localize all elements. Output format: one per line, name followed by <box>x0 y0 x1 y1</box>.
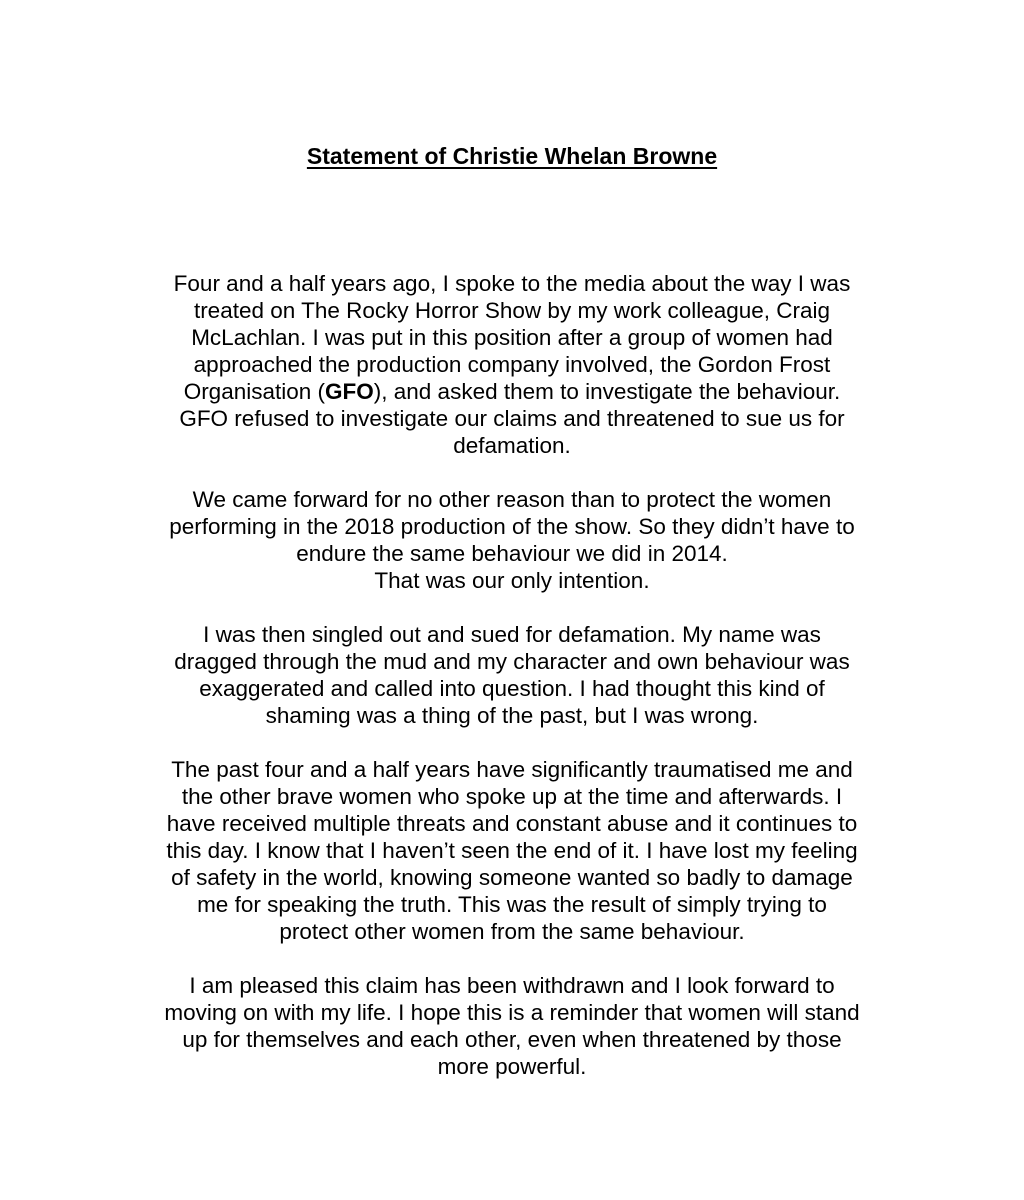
text-line: endure the same behaviour we did in 2014. <box>296 541 728 566</box>
text-line: performing in the 2018 production of the show. So they didn’t have to <box>169 514 855 539</box>
text-line: dragged through the mud and my character and own behaviour was <box>174 649 850 674</box>
paragraph-5 <box>112 972 912 1080</box>
text-line: up for themselves and each other, even when threatened by those <box>182 1027 842 1052</box>
text-line: treated on The Rocky Horror Show by my work colleague, Craig <box>193 298 831 323</box>
text-line: more powerful. <box>437 1054 587 1079</box>
gfo-abbreviation: GFO <box>325 379 374 404</box>
text-line: exaggerated and called into question. I had thought this kind of <box>199 676 825 701</box>
paragraph-3 <box>112 621 912 729</box>
text-line: protect other women from the same behaviour. <box>279 919 745 944</box>
text-line: moving on with my life. I hope this is a reminder that women will stand <box>164 1000 860 1025</box>
text-line: defamation. <box>453 433 571 458</box>
paragraph-1 <box>112 270 912 459</box>
paragraph-4 <box>112 756 912 945</box>
text-line: GFO refused to investigate our claims and threatened to sue us for <box>179 406 845 431</box>
text-line: shaming was a thing of the past, but I was wrong. <box>265 703 759 728</box>
text-line: the other brave women who spoke up at the time and afterwards. I <box>181 784 843 809</box>
text-line: We came forward for no other reason than to protect the women <box>192 487 832 512</box>
text-line-gfo <box>112 378 912 405</box>
text-line: me for speaking the truth. This was the result of simply trying to <box>197 892 827 917</box>
text-line: I was then singled out and sued for defamation. My name was <box>203 622 821 647</box>
text-line: this day. I know that I haven’t seen the end of it. I have lost my feeling <box>166 838 858 863</box>
text-line: I am pleased this claim has been withdrawn and I look forward to <box>189 973 835 998</box>
text-fragment: Organisation ( <box>183 379 326 404</box>
text-line: Four and a half years ago, I spoke to the media about the way I was <box>173 271 851 296</box>
text-line: of safety in the world, knowing someone wanted so badly to damage <box>171 865 853 890</box>
text-line: That was our only intention. <box>374 568 650 593</box>
text-line: have received multiple threats and constant abuse and it continues to <box>166 811 858 836</box>
paragraph-2 <box>112 486 912 594</box>
text-line: McLachlan. I was put in this position after a group of women had <box>191 325 833 350</box>
text-line: approached the production company involved, the Gordon Frost <box>193 352 831 377</box>
statement-title: Statement of Christie Whelan Browne <box>306 143 718 169</box>
text-line: The past four and a half years have significantly traumatised me and <box>171 757 853 782</box>
text-fragment: ), and asked them to investigate the behaviour. <box>373 379 841 404</box>
statement-body <box>112 270 912 1107</box>
